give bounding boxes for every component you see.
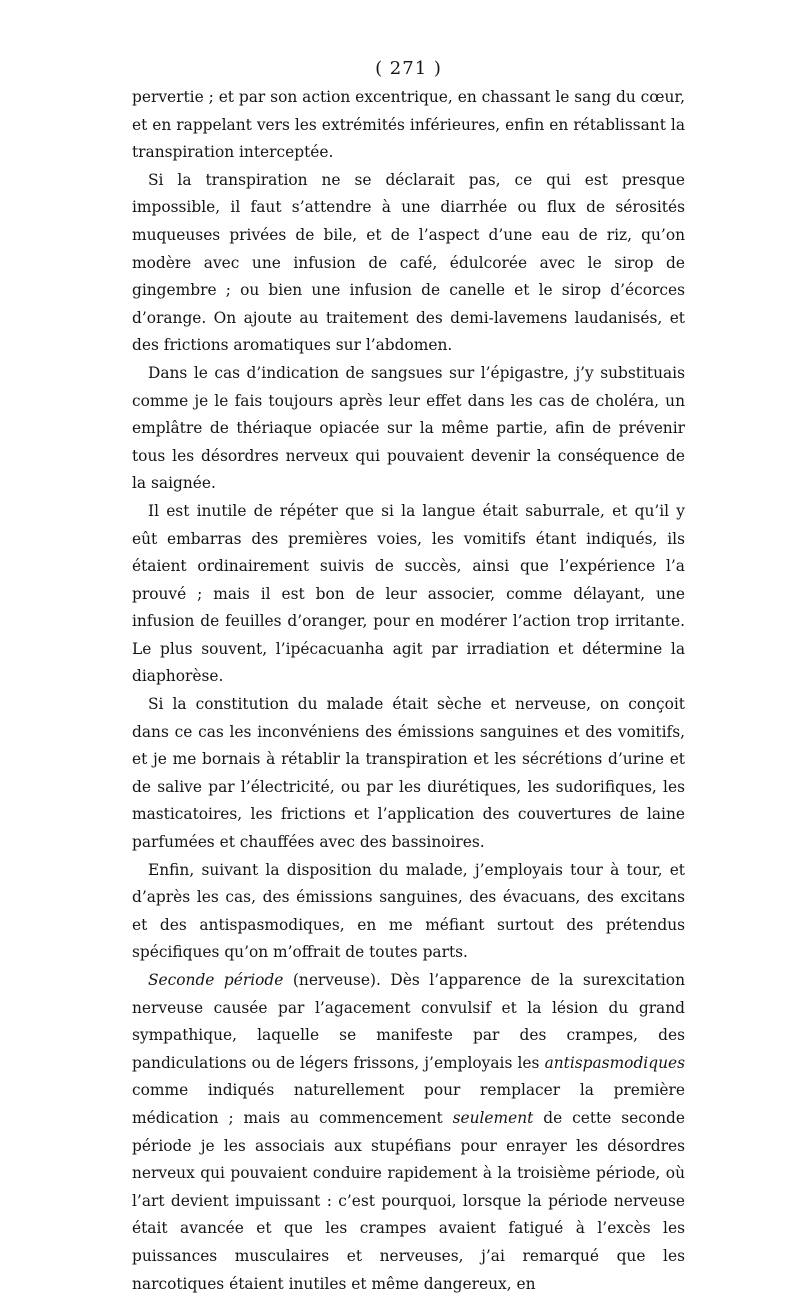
text-run: pervertie ; et par son action excentrique, en chassant le sang du cœur, et en rappelant vers les extrémités inférieures, enfin en rétablissant la transpiration interceptée. [132,88,685,162]
italic-run: antispasmodiques [544,1053,685,1072]
italic-run: Seconde période [148,971,284,989]
text-run: Il est inutile de répéter que si la langue était saburrale, et qu’il y eût embarras des premières voies, les vomitifs étant indiqués, ils étaient ordinairement suivis de succès, ainsi que l’expérience l’a prouvé ; mais il est bon de leur associer, comme délayant, une infusion de feuilles d’oranger, pour en modérer l’action trop irritante. Le plus souvent, l’ipécacuanha agit par irradiation et détermine la diaphorèse. [132,501,685,686]
paragraph [132,967,685,1298]
paragraph [132,857,685,967]
text-run: de cette seconde période je les associais aux stupéfians pour enrayer les désordres nerveux qui pouvaient conduire rapidement à la troisième période, où l’art devient impuissant : c’est pourquoi, lorsque la période nerveuse était avancée et que les crampes avaient fatigué à l’excès les puissances musculaires et nerveuses, j’ai remarqué que les narcotiques étaient inutiles et même dangereux, en [132,1108,685,1293]
paragraph [132,498,685,691]
paragraph [132,84,685,167]
text-run: Si la transpiration ne se déclarait pas, ce qui est presque impossible, il faut s’attendre à une diarrhée ou flux de sérosités muqueuses privées de bile, et de l’aspect d’une eau de riz, qu’on modère avec une infusion de café, édulcorée avec le sirop de gingembre ; ou bien une infusion de canelle et le sirop d’écorces d’orange. On ajoute au traitement des demi-lavemens laudanisés, et des frictions aromatiques sur l’abdomen. [132,170,685,355]
document-page [132,58,685,1298]
paragraph [132,167,685,360]
body-text [132,84,685,1298]
italic-run: seulement [452,1108,534,1127]
paragraph [132,360,685,498]
text-run: Si la constitution du malade était sèche et nerveuse, on conçoit dans ce cas les inconvéniens des émissions sanguines et des vomitifs, et je me bornais à rétablir la transpiration et les sécrétions d’urine et de salive par l’électricité, ou par les diurétiques, les sudorifiques, les masticatoires, les frictions et l’application des couvertures de laine parfumées et chauffées avec des bassinoires. [132,695,685,852]
text-run: Enfin, suivant la disposition du malade, j’employais tour à tour, et d’après les cas, des émissions sanguines, des évacuans, des excitans et des antispasmodiques, en me méfiant surtout des prétendus spécifiques qu’on m’offrait de toutes parts. [132,860,685,962]
text-run: comme indiqués naturellement pour remplacer la première médication ; mais au commencement [132,1081,685,1127]
page-number: ( 271 ) [375,58,442,79]
paragraph [132,691,685,857]
text-run: Dans le cas d’indication de sangsues sur l’épigastre, j’y substituais comme je le fais toujours après leur effet dans les cas de choléra, un emplâtre de thériaque opiacée sur la même partie, afin de prévenir tous les désordres nerveux qui pouvaient devenir la conséquence de la saignée. [132,363,685,493]
text-run: (nerveuse). Dès l’apparence de la surexcitation nerveuse causée par l’agacement convulsif et la lésion du grand sympathique, laquelle se manifeste par des crampes, des pandiculations ou de légers frissons, j’employais les [132,971,685,1072]
